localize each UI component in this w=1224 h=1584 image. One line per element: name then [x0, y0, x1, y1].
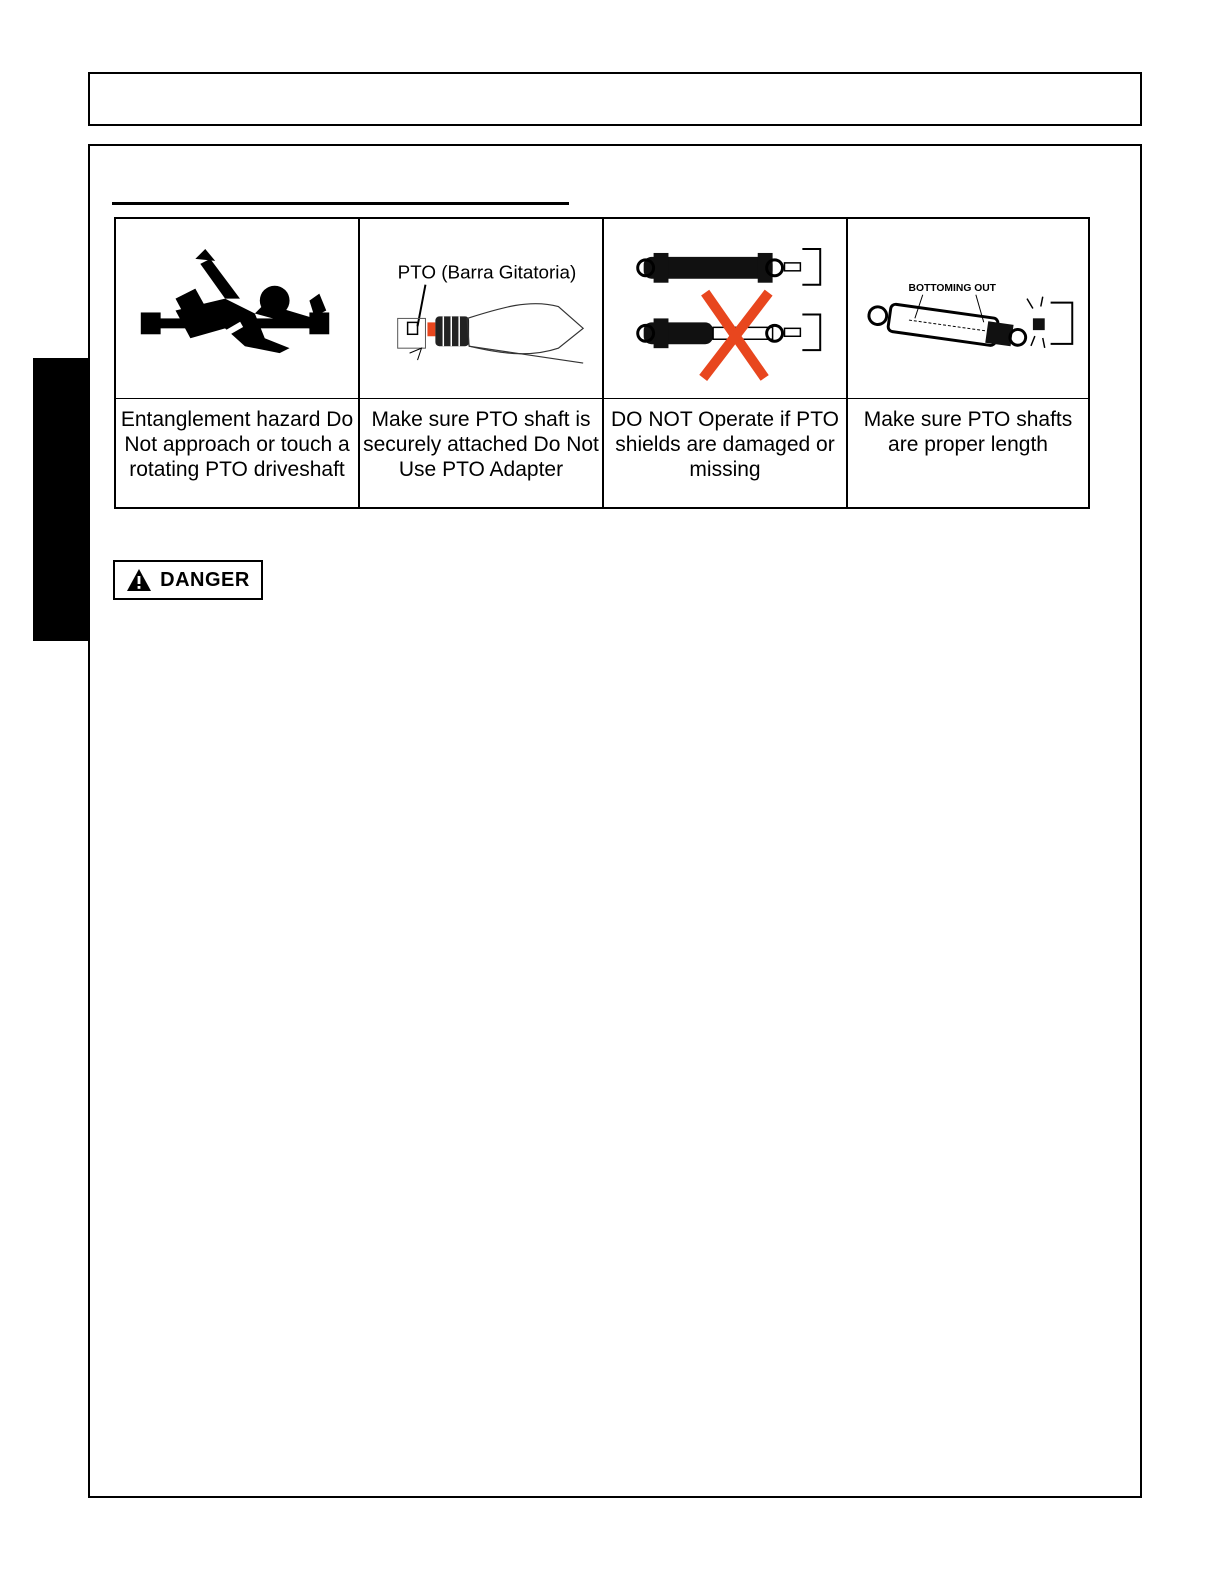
section-side-tab: [33, 358, 88, 641]
danger-label: DANGER: [160, 568, 250, 591]
pto-shield-x-icon: [604, 219, 846, 398]
panel-4-image: [848, 219, 1088, 399]
panel-3-caption: DO NOT Operate if PTO shields are damaged or missing: [604, 399, 848, 507]
pto-hand-attach-icon: [360, 219, 602, 398]
danger-signal-word: [113, 560, 263, 600]
panel-2-caption: Make sure PTO shaft is securely attached Do Not Use PTO Adapter: [360, 399, 604, 507]
panel-4-caption: Make sure PTO shafts are proper length: [863, 408, 1073, 456]
section-heading-rule: [112, 202, 569, 205]
entanglement-figure-icon: [116, 219, 358, 398]
warning-triangle-icon: [126, 568, 152, 592]
panel-4-label: BOTTOMING OUT: [908, 282, 996, 294]
panel-1-image: [116, 219, 360, 399]
panel-1-caption: Entanglement hazard Do Not approach or touch a rotating PTO driveshaft: [116, 399, 360, 507]
panel-2-image: [360, 219, 604, 399]
panel-2-label: PTO (Barra Gitatoria): [397, 261, 577, 283]
panel-3-image: [604, 219, 848, 399]
pto-bottoming-out-icon: [848, 219, 1088, 398]
pto-safety-panel-grid: [114, 217, 1090, 509]
page-header-box: [88, 72, 1142, 126]
